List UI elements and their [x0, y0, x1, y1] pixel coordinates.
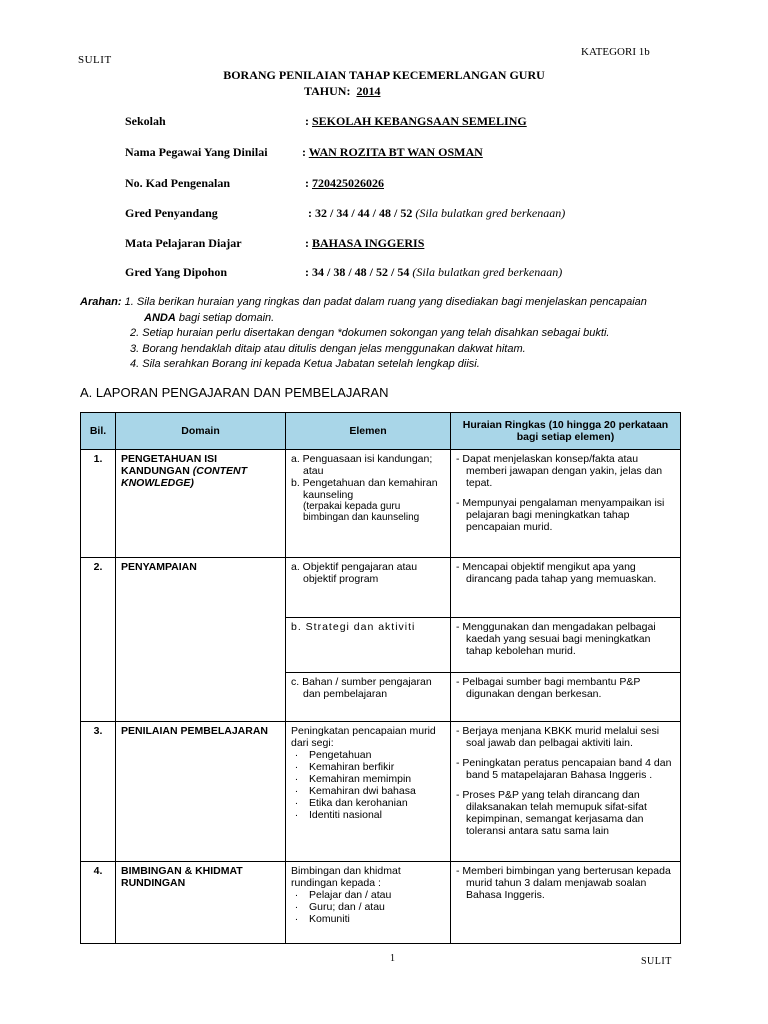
huraian-cell[interactable]: - Memberi bimbingan yang berterusan kepada murid tahun 3 dalam menjawab soalan Bahasa Inggeris.	[451, 862, 681, 944]
table-row	[81, 862, 681, 944]
year-value: 2014	[356, 84, 381, 98]
domain-cell: PENILAIAN PEMBELAJARAN	[116, 722, 286, 862]
domain-cell: PENGETAHUAN ISI KANDUNGAN (CONTENT KNOWLEDGE)	[116, 450, 286, 558]
year-line	[304, 84, 390, 99]
field-label-name: Nama Pegawai Yang Dinilai	[125, 145, 268, 159]
row-number: 3.	[81, 722, 116, 862]
elemen-item: . Etika dan kerohanian	[291, 797, 445, 809]
domain-cell: BIMBINGAN & KHIDMAT RUNDINGAN	[116, 862, 286, 944]
elemen-cell: c. Bahan / sumber pengajaran dan pembelajaran	[286, 673, 451, 722]
elemen-item: . Guru; dan / atau	[291, 901, 445, 913]
field-label-applied-grade: Gred Yang Dipohon	[125, 265, 228, 279]
elemen-cell: a. Objektif pengajaran atau objektif program	[286, 558, 451, 618]
field-value-school: : SEKOLAH KEBANGSAAN SEMELING	[305, 114, 527, 128]
field-label-ic: No. Kad Pengenalan	[125, 176, 231, 190]
section-title: A. LAPORAN PENGAJARAN DAN PEMBELAJARAN	[80, 385, 389, 400]
huraian-cell[interactable]: - Berjaya menjana KBKK murid melalui sesi soal jawab dan pelbagai aktiviti lain. - Peningkatan peratus pencapaian band 4 dan band 5 matapelajaran Bahasa Inggeris . - Proses P&P yang telah dirancang dan dilaksanakan telah memupuk sifat-sifat kepimpinan, semangat kerjasama dan toleransi antara satu sama lain	[451, 722, 681, 862]
report-table	[80, 412, 681, 944]
confidential-mark-top: SULIT	[78, 54, 112, 66]
elemen-item: . Kemahiran dwi bahasa	[291, 785, 445, 797]
category-label: KATEGORI 1b	[581, 46, 650, 58]
elemen-item: . Pengetahuan	[291, 749, 445, 761]
instruction-1: 1. Sila berikan huraian yang ringkas dan padat dalam ruang yang disediakan bagi menjelaskan pencapaian	[124, 296, 647, 308]
table-row	[81, 722, 681, 862]
row-number: 2.	[81, 558, 116, 722]
year-label: TAHUN:	[304, 84, 351, 98]
elemen-cell: a. Penguasaan isi kandungan; atau b. Pengetahuan dan kemahiran kaunseling (terpakai kepada guru bimbingan dan kaunseling	[286, 450, 451, 558]
elemen-item: . Pelajar dan / atau	[291, 889, 445, 901]
field-value-subject: : BAHASA INGGERIS	[305, 236, 425, 250]
huraian-cell[interactable]: - Dapat menjelaskan konsep/fakta atau memberi jawapan dengan yakin, jelas dan tepat. - Mempunyai pengalaman menyampaikan isi pelajaran bagi meningkatkan tahap pencapaian murid.	[451, 450, 681, 558]
table-row	[81, 450, 681, 558]
field-label-school: Sekolah	[125, 114, 166, 128]
instructions: Arahan: 1. Sila berikan huraian yang ringkas dan padat dalam ruang yang disediakan bagi menjelaskan pencapaian ANDA bagi setiap domain. 2. Setiap huraian perlu disertakan dengan *dokumen sokongan yang telah disahkan sebagai bukti. 3. Borang hendaklah ditaip atau ditulis dengan jelas menggunakan dakwat hitam. 4. Sila serahkan Borang ini kepada Ketua Jabatan setelah lengkap diisi.	[80, 295, 680, 373]
elemen-cell: b. Strategi dan aktiviti	[286, 618, 451, 673]
header-huraian: Huraian Ringkas (10 hingga 20 perkataan bagi setiap elemen)	[451, 413, 681, 450]
field-label-current-grade: Gred Penyandang	[125, 206, 218, 220]
header-elemen: Elemen	[286, 413, 451, 450]
elemen-cell: Bimbingan dan khidmat rundingan kepada : . Pelajar dan / atau . Guru; dan / atau . Komuniti	[286, 862, 451, 944]
confidential-mark-bottom: SULIT	[641, 956, 672, 967]
field-label-subject: Mata Pelajaran Diajar	[125, 236, 242, 250]
elemen-cell: Peningkatan pencapaian murid dari segi: . Pengetahuan . Kemahiran berfikir . Kemahiran memimpin . Kemahiran dwi bahasa . Etika dan kerohanian . Identiti nasional	[286, 722, 451, 862]
elemen-item: . Komuniti	[291, 913, 445, 925]
table-row	[81, 558, 681, 618]
elemen-item: . Kemahiran memimpin	[291, 773, 445, 785]
domain-cell: PENYAMPAIAN	[116, 558, 286, 722]
header-bil: Bil.	[81, 413, 116, 450]
row-number: 1.	[81, 450, 116, 558]
elemen-item: . Identiti nasional	[291, 809, 445, 821]
field-value-ic: : 720425026026	[305, 176, 384, 190]
huraian-cell[interactable]: - Mencapai objektif mengikut apa yang dirancang pada tahap yang memuaskan.	[451, 558, 681, 618]
page-number: 1	[390, 953, 395, 964]
header-domain: Domain	[116, 413, 286, 450]
instruction-1-emphasis: ANDA	[144, 311, 176, 324]
huraian-cell[interactable]: - Menggunakan dan mengadakan pelbagai kaedah yang sesuai bagi meningkatkan tahap kebolehan murid.	[451, 618, 681, 673]
huraian-cell[interactable]: - Pelbagai sumber bagi membantu P&P digunakan dengan berkesan.	[451, 673, 681, 722]
instruction-4: 4. Sila serahkan Borang ini kepada Ketua Jabatan setelah lengkap diisi.	[130, 358, 480, 370]
elemen-item: . Kemahiran berfikir	[291, 761, 445, 773]
row-number: 4.	[81, 862, 116, 944]
field-value-current-grade: : 32 / 34 / 44 / 48 / 52 (Sila bulatkan gred berkenaan)	[308, 206, 566, 220]
instructions-label: Arahan:	[80, 296, 122, 308]
table-header-row	[81, 413, 681, 450]
field-value-applied-grade: : 34 / 38 / 48 / 52 / 54 (Sila bulatkan gred berkenaan)	[305, 265, 563, 279]
field-value-name: : WAN ROZITA BT WAN OSMAN	[302, 145, 483, 159]
instruction-2: 2. Setiap huraian perlu disertakan dengan *dokumen sokongan yang telah disahkan sebagai bukti.	[130, 327, 610, 339]
instruction-3: 3. Borang hendaklah ditaip atau ditulis dengan jelas menggunakan dakwat hitam.	[130, 342, 526, 355]
form-title: BORANG PENILAIAN TAHAP KECEMERLANGAN GURU	[223, 68, 545, 82]
